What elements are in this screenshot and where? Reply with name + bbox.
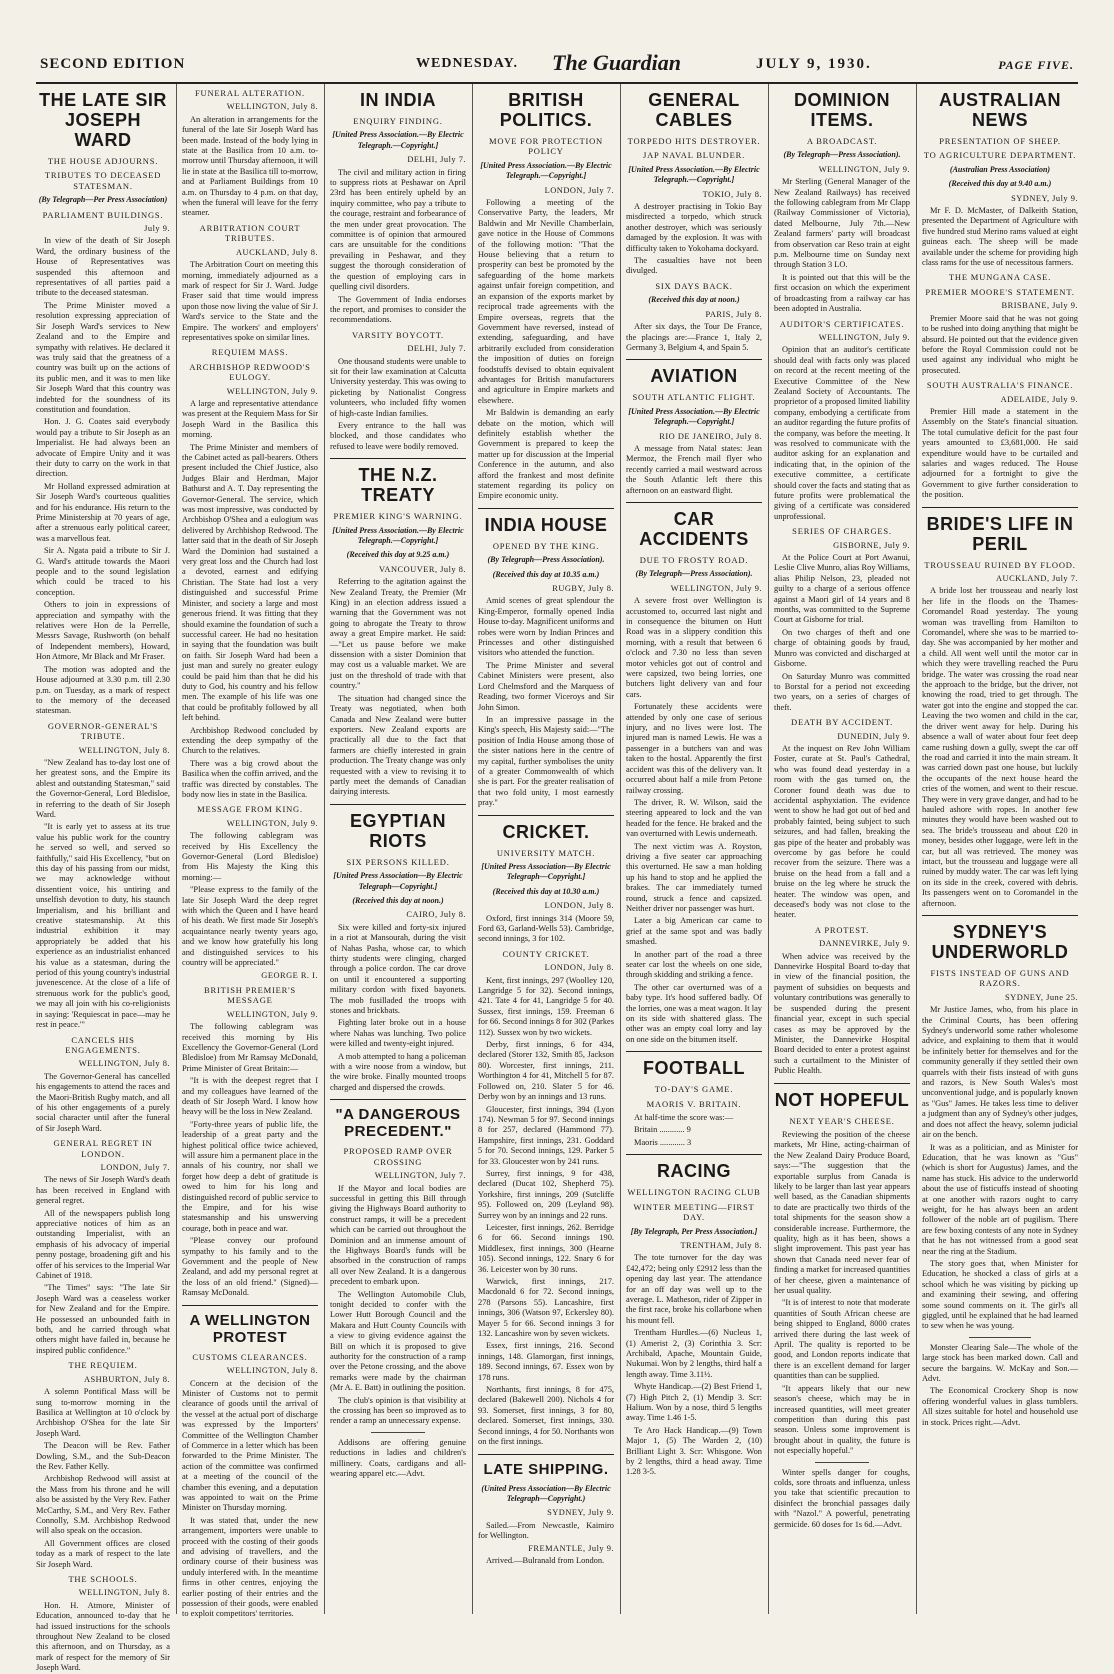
dateline: WELLINGTON, July 8. bbox=[226, 1366, 318, 1376]
paragraph: Archbishop Redwood concluded by extending the deep sympathy of the Church to the relatives. bbox=[182, 725, 318, 756]
divider bbox=[626, 1051, 762, 1052]
paragraph: Fighting later broke out in a house where Nahas was lunching. Two police were killed and twenty-eight injured. bbox=[330, 1018, 466, 1049]
score-line: Britain ............ 9 bbox=[634, 1125, 691, 1135]
paragraph: A severe frost over Wellington is accustomed to, occurred last night and in consequence the bitumen on Hutt Road was in a slippery condition this morning, with a result that between 6 o'clock and 7.30 no less than seven motor vehicles got out of control and were capsized, two being lorries, one butchers light delivery van and four cars. bbox=[626, 596, 762, 699]
divider bbox=[478, 815, 614, 816]
paragraph: The tote turnover for the day was £42,472; being only £2912 less than the opening day last year. The attendance for an off day was well up to the average. L. Matheson, rider of Zipper in the first race, broke his collarbone when his mount fell. bbox=[626, 1253, 762, 1325]
dateline: GISBORNE, July 9. bbox=[833, 540, 910, 550]
article-headline: RACING bbox=[657, 1161, 731, 1182]
paragraph: All Government offices are closed today as a mark of respect to the late Sir Joseph Ward. bbox=[36, 1538, 170, 1569]
paragraph: There was a big crowd about the Basilica when the coffin arrived, and the traffic was directed by constables. The body now lies in state in the Basilica. bbox=[182, 758, 318, 799]
paragraph: The driver, R. W. Wilson, said the steering appeared to lock and the van headed for the fence. He braked and the van overturned with Lewis underneath. bbox=[626, 797, 762, 839]
paragraph: The story goes that, when Minister for Education, he shocked a class of girls at a school which he was visiting by picking up and examining their sewing, and offering some sound comments on it. The girl's all giggled, until he explained that he had learned to sew when he was young. bbox=[922, 1258, 1078, 1331]
paragraph: On two charges of theft and one charge of obtaining goods by fraud, Munro was convicted and discharged at Gisborne. bbox=[774, 627, 910, 669]
divider bbox=[330, 804, 466, 805]
subheading: NEXT YEAR'S CHEESE. bbox=[789, 1115, 895, 1126]
dateline: PARIS, July 8. bbox=[705, 309, 762, 319]
article-headline: CRICKET. bbox=[502, 821, 590, 842]
article-headline: THE N.Z. TREATY bbox=[358, 465, 438, 506]
paragraph: The Arbitration Court on meeting this morning, immediately adjourned as a mark of respect for Sir J. Ward. Judge Fraser said that time would impress upon those now living the value of Sir J. Ward's service to the State and the Empire. The workers' and employers' representatives spoke on similar lines. bbox=[182, 260, 318, 342]
subheading: PROPOSED RAMP OVER CROSSING bbox=[343, 1146, 453, 1167]
dateline: VANCOUVER, July 8. bbox=[378, 564, 466, 574]
subheading: UNIVERSITY MATCH. bbox=[496, 847, 596, 858]
subheading: GOVERNOR-GENERAL'S TRIBUTE. bbox=[47, 720, 159, 742]
dateline: RIO DE JANEIRO, July 8. bbox=[659, 431, 762, 441]
divider bbox=[626, 359, 762, 360]
credit-line: [United Press Association.—By Electric Telegraph.—Copyright.] bbox=[480, 160, 612, 181]
paragraph: Mr Baldwin is demanding an early debate on the motion, which will definitely establish whether the Government is prepared to keep the matter up for discussion at the Imperial Conference in the autumn, and also afford the frankest and most definite statement regarding its policy on Empire economic unity. bbox=[478, 408, 614, 501]
paragraph: Premier Moore said that he was not going to be rushed into doing anything that might be absurd. He pointed out that the evidence given before the Royal Commission could not be used against any individual who might be prosecuted. bbox=[922, 313, 1078, 375]
paragraph: Kent, first innings, 297 (Woolley 120, Langridge 5 for 32). Second innings, 421. Tate 4 for 41, Langridge 5 for 40. Sussex, first innings, 159. Freeman 6 for 66. Second innings 8 for 302 (Parkes 112). Sussex won by two wickets. bbox=[478, 975, 614, 1037]
subheading: PRESENTATION OF SHEEP. bbox=[939, 136, 1061, 146]
paragraph: In an impressive passage in the King's speech, His Majesty said:—"The position of India House among those of the sister nations here in the centre of my capital, further symbolises the unity of a greater Commonwealth of which she is part. For the greater realisation of that two fold unity, I most earnestly pray." bbox=[478, 714, 614, 808]
score-line: Maoris ............ 3 bbox=[634, 1137, 692, 1147]
paragraph: One thousand students were unable to sit for their law examination at Calcutta University yesterday. This was owing to picketing by Nationalist Congress volunteers, who included fifty women of high-caste Indian families. bbox=[330, 356, 466, 418]
subheading: MESSAGE FROM KING. bbox=[197, 804, 303, 815]
subheading: THE REQUIEM. bbox=[68, 1360, 138, 1371]
paragraph: Six were killed and forty-six injured in a riot at Mansourah, during the visit of Nahas Pasha, whose car, to which thirty students were clinging, charged through a police cordon. The car drove on until it encountered a supporting military cordon with fixed bayonets. The mob fusilladed the troops with stones and brickbats. bbox=[330, 922, 466, 1016]
paragraph: The Wellington Automobile Club, tonight decided to confer with the Lower Hutt Borough Council and the Makara and Hutt County Councils with a view to giving evidence against the Bill on which it is proposed to give authority for the construction of a ramp over the Petone crossing, and the above remarks were made by the chairman (Mr A. E. Batt) in outlining the position. bbox=[330, 1289, 466, 1393]
paragraph: "New Zealand has to-day lost one of her greatest sons, and the Empire its ablest and outstanding Statesman," said the Governor-General, Lord Bledisloe, in referring to the death of Sir Joseph Ward. bbox=[36, 757, 170, 819]
paragraph: Leicester, first innings, 262. Berridge 6 for 66. Second innings 190. Middlesex, first innings, 300 (Hearne 105). Second innings, 122. Snary 6 for 36. Leicester won by 30 runs. bbox=[478, 1222, 614, 1274]
article-headline: AVIATION bbox=[650, 366, 738, 387]
subheading: TORPEDO HITS DESTROYER. bbox=[627, 136, 761, 146]
advertisement: Addisons are offering genuine reductions in ladies and children's millinery. Coats, cardigans and all-wearing apparel etc.—Advt. bbox=[330, 1437, 466, 1479]
paragraph: The situation had changed since the Treaty was negotiated, when both Canada and New Zealand were butter exporters. New Zealand exports are practically all due to the fact that farmers are chiefly interested in grain production. The Treaty change was only requested with a view to revising it to partly meet the demands of Canadian dairying interests. bbox=[330, 693, 466, 797]
subheading: THE SCHOOLS. bbox=[68, 1574, 138, 1584]
paragraph: The Prime Minister and members of the Cabinet acted as pall-bearers. Others present included the Chief Justice, also Judges Blair and Herdman, Major Bathurst and A. T. Day representing the Governor-General. The service, which was most impressive, was conducted by Archbishop O'Shea and a eulogium was delivered by Archbishop Redwood. The latter said that in the death of Sir Joseph Ward the Dominion had sustained a very great loss and the Church had lost a devoted, earnest and edifying Christian. The State had lost a very distinguished and successful Prime Minister, and society a large and most generous friend. It was fitting that they should examine the foundation of such a successful career. He had no hesitation in saying that the foundation was built on faith. Sir Joseph Ward had been a just man and surely no greater eulogy could be paid him than that he did his duty to God, his country and his fellow men. The example of his life was one that could be profitably followed by all left behind. bbox=[182, 442, 318, 723]
subheading: OPENED BY THE KING. bbox=[492, 540, 600, 551]
paragraph: Oxford, first innings 314 (Moore 59, Ford 63, Garland-Wells 53). Cambridge, second innings, 3 for 102. bbox=[478, 913, 614, 944]
subheading: VARSITY BOYCOTT. bbox=[352, 329, 444, 340]
dateline: SYDNEY, July 9. bbox=[1011, 193, 1078, 203]
paragraph: The other car overturned was of a baby type. It's hood suffered badly. Of the lorries, one was a meat wagon. It lay on its side with shattered glass. The other was an empty coal lorry and lay on one side on the bitumen itself. bbox=[626, 982, 762, 1044]
dateline: WELLINGTON, July 9. bbox=[670, 583, 762, 593]
advertisement: The Economical Crockery Shop is now offering wonderful values in glass tumblers. All sizes suitable for hotel and household use in stock. Prices right.—Advt. bbox=[922, 1386, 1078, 1427]
subheading: MAORIS V. BRITAIN. bbox=[646, 1098, 742, 1109]
paragraph: Hon. H. Atmore, Minister of Education, announced to-day that he had issued instructions for the schools throughout New Zealand to be closed this afternoon, and on Thursday, as a mark of respect for the memory of Sir Joseph Ward. bbox=[36, 1600, 170, 1673]
article-headline: IN INDIA bbox=[360, 90, 436, 110]
paragraph: On Saturday Munro was committed to Borstal for a period not exceeding two years, on a series of charges of theft. bbox=[774, 671, 910, 712]
subheading: REQUIEM MASS. bbox=[211, 347, 289, 358]
paragraph: If the Mayor and local bodies are successful in getting this Bill through giving the Highways Board authority to construct ramps, it will be a precedent which can be carried out throughout the Dominion and an immense amount of the Highways Board's funds will be absorbed in the construction of ramps all over New Zealand. It is a dangerous precedent to embark upon. bbox=[330, 1183, 466, 1287]
paragraph: Others to join in expressions of appreciation and sympathy with the relatives were Hon de la Perrelle, Messrs Savage, Rushworth (on behalf of Independent members), Howard, Hon Atmore, Mr Black and Mr Fraser. bbox=[36, 600, 170, 662]
paragraph: "Please express to the family of the late Sir Joseph Ward the deep regret with which the Queen and I have heard of his death. We first made Sir Joseph's acquaintance nearly twenty years ago, and we know how gratefully his long and distinguished services to his country will be appreciated." bbox=[182, 885, 318, 968]
divider bbox=[330, 1099, 466, 1100]
credit-line: [United Press Association.—By Electric Telegraph.—Copyright.] bbox=[628, 164, 760, 185]
paragraph: Mr Justice James, who, from his place in the Criminal Courts, has been offering Sydney's underworld some rather wholesome advice, and explaining to them that it would be infinitely better for themselves and for the community generally if they settled their own quarrels with their fists instead of with guns and razors, is New South Wales's most unconventional judge, and is popularly known as "Gus" James. He takes less time to deliver a judgment than any of Sydney's other judges, and does not affect the heavy, solemn judicial air on the bench. bbox=[922, 1005, 1078, 1140]
divider bbox=[969, 1337, 1031, 1338]
column-2 bbox=[182, 84, 318, 1619]
paragraph: The following cablegram was received this morning by His Excellency the Governor-General (Lord Bledisloe) from Mr Ramsay McDonald, Prime Minister of Great Britain:— bbox=[182, 1022, 318, 1073]
divider bbox=[371, 1432, 425, 1433]
article-headline: DOMINION ITEMS. bbox=[794, 90, 890, 130]
article-headline: NOT HOPEFUL bbox=[774, 1089, 910, 1110]
paragraph: Mr Holland expressed admiration at Sir Joseph Ward's courteous qualities and for his endurance. His return to the Prime Ministership at 70 years of age, after a strenuous early political career, was a marvellous feat. bbox=[36, 481, 170, 543]
paragraph: Archbishop Redwood will assist at the Mass from his throne and he will also be assisted by the Very Rev. Father McCarthy, S.M., and Very Rev. Father Connolly, S.M. Archbishop Redwood will also speak on the occasion. bbox=[36, 1474, 170, 1536]
paragraph: The news of Sir Joseph Ward's death has been received in England with general regret. bbox=[36, 1175, 170, 1206]
dateline: WELLINGTON, July 8. bbox=[78, 1588, 170, 1598]
paragraph: The casualties have not been divulged. bbox=[626, 256, 762, 276]
column-4 bbox=[478, 84, 614, 1614]
dateline: WELLINGTON, July 7. bbox=[374, 1171, 466, 1181]
column-rule bbox=[768, 84, 769, 1614]
divider bbox=[626, 502, 762, 503]
divider bbox=[815, 1462, 869, 1463]
paragraph: After six days, the Tour De France, the placings are:—France 1, Italy 2, Germany 3, Belgium 4, and Spain 5. bbox=[626, 322, 762, 352]
article-headline: "A DANGEROUS PRECEDENT." bbox=[335, 1106, 461, 1141]
column-3 bbox=[330, 84, 466, 1614]
paragraph: Sir A. Ngata paid a tribute to Sir J. G. Ward's attitude towards the Maori people and to the sound legislation which could be traced to his conception. bbox=[36, 546, 170, 597]
divider bbox=[330, 458, 466, 459]
dateline: SYDNEY, June 25. bbox=[1005, 992, 1078, 1002]
dateline: LONDON, July 7. bbox=[544, 185, 614, 195]
credit-line: (By Telegraph—Per Press Association) bbox=[38, 195, 168, 205]
column-6 bbox=[774, 84, 910, 1614]
subheading: DEATH BY ACCIDENT. bbox=[791, 717, 893, 728]
paragraph: The Governor-General has cancelled his engagements to attend the races and the Maori-British Rugby match, and all of his other engagements of a purely social character until after the funeral of Sir Joseph Ward. bbox=[36, 1071, 170, 1133]
paragraph: A solemn Pontifical Mass will be sung to-morrow morning in the Basilica at Wellington at 10 o'clock by Archbishop O'Shea for the late Sir Joseph Ward. bbox=[36, 1387, 170, 1438]
subheading: ARCHBISHOP REDWOOD'S EULOGY. bbox=[189, 361, 311, 383]
paragraph: Warwick, first innings, 217. Macdonald 6 for 72. Second innings, 278 (Parsons 55). Lancashire, first innings, 306 (Watson 97, Eckersley 80). Mayer 5 for 66. Second innings 3 for 132. Lancashire won by seven wickets. bbox=[478, 1277, 614, 1339]
paragraph: Concern at the decision of the Minister of Customs not to permit clearance of goods until the arrival of the vessel at the actual port of discharge was expressed by the Importers' Committee of the Wellington Chamber of Commerce in a letter which has been forwarded to the Prime Minister. The action of the committee was confirmed at a meeting of the council of the chamber this evening, and a deputation was appointed to wait on the Prime Minister on Thursday morning. bbox=[182, 1378, 318, 1513]
credit-line: [United Press Association.—By Electric Telegraph.—Copyright.] bbox=[332, 525, 464, 545]
column-1 bbox=[36, 84, 170, 1673]
column-5 bbox=[626, 84, 762, 1614]
paragraph: "It is early yet to assess at its true value his public work for the country he served so well, and served so faithfully," said His Excellency, "but on this day of his passing from our midst, we may acknowledge without dissentient voice, his untiring and unselfish devotion to duty, his staunch Imperialism, and his brilliant and creative statesmanship. At this industrial exhibition it may appropriately be added that his experience as an industrialist enhanced his value as a statesman, during the period of this young country's industrial juvenescence. At the close of a life of strenuous work for the public's good, we may all join with his co-religionists in saying: 'Requiescat in pace—may he rest in peace.'" bbox=[36, 822, 170, 1030]
subheading: WINTER MEETING—FIRST DAY. bbox=[633, 1201, 755, 1223]
subheading: PREMIER KING'S WARNING. bbox=[333, 511, 463, 522]
paragraph: Northants, first innings, 8 for 475, declared (Bakewell 200). Nichols 4 for 93. Somerset, first innings, 3 for 80, declared. Somerset, first innings, 330. Second innings, 4 for 50. Northants won on the first innings. bbox=[478, 1385, 614, 1447]
subheading: TRIBUTES TO DECEASED STATESMAN. bbox=[44, 170, 162, 191]
dateline: WELLINGTON, July 9. bbox=[226, 386, 318, 396]
paragraph: "It appears likely that our new season's cheese, which may be in increased quantities, will meet greater competition than during this past season. Unless some improvement is brought about in quality, the future is not especially hopeful." bbox=[774, 1383, 910, 1456]
subheading: SOUTH ATLANTIC FLIGHT. bbox=[632, 392, 756, 403]
article-headline: GENERAL CABLES bbox=[648, 90, 740, 130]
paragraph: Te Aro Hack Handicap.—(9) Town Major 1, (5) The Warden 2, (10) Brilliant Light 3. Scr: Whisgone. Won by 2 lengths, third a head away. Time 1.28 3-5. bbox=[626, 1425, 762, 1477]
divider bbox=[922, 507, 1078, 508]
paragraph: It is pointed out that this will be the first occasion on which the experiment of broadcasting from a railway car has been adopted in Australia. bbox=[774, 272, 910, 314]
dateline: ADELAIDE, July 9. bbox=[1000, 394, 1078, 404]
dateline: WELLINGTON, July 8. bbox=[78, 1059, 170, 1069]
paragraph: All of the newspapers publish long appreciative notices of him as an outstanding Imperialist, with an emphasis of his advocacy of imperial penny postage, broadening gift and his offer of his services to the Imperial War Cabinet of 1918. bbox=[36, 1208, 170, 1281]
paragraph: At the Police Court at Port Awanui, Leslie Clive Munro, alias Roy Williams, alias Philip Nelson, 23, pleaded not guilty to a charge of a serious offence against a Maori girl of 14 years and 8 months, was committed to the Supreme Court at Gisborne for trial. bbox=[774, 553, 910, 625]
paragraph: Hon. J. G. Coates said everybody would pay a tribute to Sir Joseph as an Imperialist. He had always been an advocate of Empire Unity and it was their duty to carry on the work in that direction. bbox=[36, 417, 170, 479]
edition-label: SECOND EDITION bbox=[40, 56, 186, 72]
signature: GEORGE R. I. bbox=[261, 970, 318, 980]
dateline: July 9. bbox=[144, 224, 170, 234]
score-line: At half-time the score was:— bbox=[634, 1113, 734, 1123]
dateline: FREMANTLE, July 9. bbox=[528, 1543, 614, 1553]
advertisement: Winter spells danger for coughs, colds, sore throats and influenza, unless you take that scientific precaution to disinfect the bronchial passages daily with "Nazol." A powerful, penetrating germicide. 60 doses for 1s 6d.—Advt. bbox=[774, 1467, 910, 1529]
date-label: JULY 9, 1930. bbox=[756, 56, 872, 72]
paragraph: A bride lost her trousseau and nearly lost her life in the floods on the Thames-Coromandel Road yesterday. The young woman was travelling from Hamilton to Coromandel, where she was to be married to-day. She was accompanied by her mother and a child. All went well until the motor car in which they were travelling reached the Puru bridge. The water was crossing the road near the approach to the bridge, but the driver, not knowing the road, tried to get through. The water got into the engine and stopped the car. Leaving the two women and child in the car, the driver went away for help. During his absence a wall of water about four feet deep came rushing down a gully, swept the car off the road and carried it into the main stream. It was carried down past one house, but luckily the occupants of the next house heard the cries of the women, and went to their rescue. They were in very grave danger, and had to be hauled ashore with ropes. In another few minutes they would have been washed out to sea. The bride's trousseau and about £20 in money, besides other luggage, were left in the car, but all was retrieved. The money was intact, but the trousseau and luggage were all ruined by muddy water. The car was left lying on its side in the creek, covered with debris. Its passengers went on to Coromandel in the afternoon. bbox=[922, 586, 1078, 908]
credit-line: (By Telegraph—Press Association). bbox=[487, 555, 605, 565]
paragraph: Opinion that an auditor's certificate should deal with facts only was placed on record at the recent meeting of the Executive Committee of the New Zealand Society of Accountants. The proprietor of a proposed limited liability company, embodying a certificate from an auditor regarding the future profits of the company, was before the meeting. It was resolved to communicate with the auditor asking for an explanation and indicating that, in the opinion of the executive committee, a certificate should cover the facts and stating that as future profits were problematical the giving of a certificate was considered unprofessional. bbox=[774, 345, 910, 521]
dateline: LONDON, July 7. bbox=[100, 1162, 170, 1172]
subheading: TO AGRICULTURE DEPARTMENT. bbox=[923, 150, 1077, 161]
paragraph: The Government of India endorses the report, and promises to consider the recommendations. bbox=[330, 294, 466, 325]
dateline: RUGBY, July 8. bbox=[552, 584, 614, 594]
paragraph: Reviewing the position of the cheese markets, Mr Hine, acting-chairman of the New Zealand Dairy Produce Board, says:—"The suggestion that the exportable surplus from Canada is likely to be larger than last year appears well based, as the Canadian shipments to date are practically two thirds of the total shipments for the season show a considerable increase. Furthermore, the quality, high as it has been, shows a slight improvement. This past year has shown that Canada need never fear of finding a market for increased quantities of her cheese, given a maintenance of her usual quality. bbox=[774, 1129, 910, 1296]
paragraph: A large and representative attendance was present at the Requiem Mass for Sir Joseph Ward in the Basilica this morning. bbox=[182, 398, 318, 440]
masthead bbox=[36, 52, 1078, 84]
paragraph: Every entrance to the hall was blocked, and those candidates who refused to leave were bodily removed. bbox=[330, 420, 466, 451]
paragraph: The next victim was A. Royston, driving a five seater car approaching this overturned. He saw a man holding up his hand to stop and he applied the brakes. The car immediately turned round, struck a fence and capsized. Neither driver nor passenger was hurt. bbox=[626, 841, 762, 913]
subheading: FUNERAL ALTERATION. bbox=[195, 88, 305, 98]
subheading: TROUSSEAU RUINED BY FLOOD. bbox=[924, 559, 1076, 570]
paragraph: The club's opinion is that visibility at the crossing has been so improved as to render a ramp an unnecessary expense. bbox=[330, 1395, 466, 1426]
dateline: AUCKLAND, July 7. bbox=[995, 574, 1078, 583]
subheading: BRITISH PREMIER'S MESSAGE bbox=[204, 984, 296, 1006]
credit-line: [By Telegraph, Per Press Association.] bbox=[630, 1226, 758, 1236]
subheading: THE MUNGANA CASE. bbox=[948, 272, 1052, 283]
paragraph: In view of the death of Sir Joseph Ward, the ordinary business of the House of Representatives was suspended this afternoon and representatives of all parties paid a tribute to the deceased statesman. bbox=[36, 236, 170, 298]
paragraph: Fortunately these accidents were attended by only one case of serious injury, and no lives were lost. The injured man is named Lewis. He was a passenger in a butchers van and was taken to the hostal. Apparently the first accident was this of the delivery van. It occurred about half a mile from Petone railway crossing. bbox=[626, 702, 762, 795]
divider bbox=[182, 1305, 318, 1306]
divider bbox=[478, 508, 614, 509]
paragraph: The following cablegram was received by His Excellency the Governor-General (Lord Bledisloe) from His Majesty the King this morning:— bbox=[182, 831, 318, 882]
article-headline: LATE SHIPPING. bbox=[483, 1460, 609, 1478]
article-headline: SYDNEY'S UNDERWORLD bbox=[931, 922, 1069, 962]
article-headline: THE LATE SIR JOSEPH WARD bbox=[39, 90, 167, 150]
paragraph: A message from Natal states: Jean Mermoz, the French mail flyer who recently carried a mail westward across the South Atlantic left there this afternoon on an eastward flight. bbox=[626, 443, 762, 495]
column-rule bbox=[472, 84, 473, 1614]
subheading: ARBITRATION COURT TRIBUTES. bbox=[199, 222, 301, 244]
credit-line: (By Telegraph—Press Association). bbox=[635, 569, 753, 579]
received-line: (Received this day at 10.35 a.m.) bbox=[492, 569, 600, 579]
paragraph: Gloucester, first innings, 394 (Lyon 174). Newman 5 for 97. Second innings 8 for 257, declared (Hammond 77). Hampshire, first innings, 231. Goddard 5 for 70. Second innings, 129. Parker 5 for 33. Gloucester won by 241 runs. bbox=[478, 1104, 614, 1166]
subheading: ENQUIRY FINDING. bbox=[353, 116, 443, 126]
article-headline: BRITISH POLITICS. bbox=[499, 90, 593, 130]
paragraph: The motion was adopted and the House adjourned at 3.30 p.m. till 2.30 p.m. on Tuesday, as a mark of respect to the memory of the deceased statesman. bbox=[36, 664, 170, 716]
column-7 bbox=[922, 84, 1078, 1614]
article-headline: A WELLINGTON PROTEST bbox=[189, 1311, 311, 1346]
credit-line: [United Press Association—By Electric Telegraph—Copyright.] bbox=[333, 871, 463, 891]
paragraph: Sailed.—From Newcastle, Kaimiro for Wellington. bbox=[478, 1520, 614, 1541]
dateline: SYDNEY, July 9. bbox=[547, 1508, 614, 1518]
subheading: SIX DAYS BACK. bbox=[655, 280, 733, 291]
dateline: TOKIO, July 8. bbox=[702, 189, 762, 199]
paragraph: Later a big American car came to grief at the same spot and was badly smashed. bbox=[626, 916, 762, 947]
subheading: THE HOUSE ADJOURNS. bbox=[47, 156, 159, 166]
divider bbox=[922, 915, 1078, 916]
subheading: COUNTY CRICKET. bbox=[502, 948, 590, 959]
column-rule bbox=[916, 84, 917, 1614]
subheading: JAP NAVAL BLUNDER. bbox=[642, 150, 745, 161]
divider bbox=[774, 1083, 910, 1084]
paragraph: When advice was received by the Dannevirke Hospital Board to-day that in view of the financial position, the payment of subsidies on bequests and voluntary contributions was generally to be suspended during the present financial year, except in such special cases as may be approved by the Minister, the Dannevirke Hospital Board decided to enter a protest against such a curtailment to the Minister of Public Health. bbox=[774, 951, 910, 1076]
paragraph: Trentham Hurdles.—(6) Nucleus 1, (1) Amerist 2, (3) Corinthia 3. Scr: Archibald, Apache, Mountain Guide, Nukumai. Won by 2 lengths, third half a length away. Time 3.11½. bbox=[626, 1328, 762, 1379]
column-rule bbox=[620, 84, 621, 1614]
paragraph: Essex, first innings, 216. Second innings, 148. Glamorgan, first innings, 189. Second innings, 67. Essex won by 178 runs. bbox=[478, 1341, 614, 1382]
dateline: WELLINGTON, July 8. bbox=[226, 102, 318, 112]
received-line: (Received this day at 9.40 a.m.) bbox=[948, 179, 1052, 189]
column-rule bbox=[324, 84, 325, 1614]
dateline: DANNEVIRKE, July 9. bbox=[819, 939, 910, 949]
paragraph: Derby, first innings, 6 for 434, declared (Storer 132, Smith 85, Jackson 80). Worcester, first innings, 211. Worthington 4 for 41, Mitchell 5 for 87. Followed on, 210. Slater 5 for 46. Derby won by an innings and 13 runs. bbox=[478, 1040, 614, 1102]
paragraph: A destroyer practising in Tokio Bay misdirected a torpedo, which struck another destroyer, which was seriously damaged by the explosion. It was with difficulty taken to Yokohama dockyard. bbox=[626, 202, 762, 253]
subheading: SOUTH AUSTRALIA'S FINANCE. bbox=[926, 380, 1074, 391]
divider bbox=[626, 1154, 762, 1155]
dateline: WELLINGTON, July 9. bbox=[818, 332, 910, 342]
paragraph: Amid scenes of great splendour the King-Emperor, formally opened India House to-day. Magnificent uniforms and robes were worn by Indian Princes and Princesses and other distinguished visitors who attended the function. bbox=[478, 596, 614, 658]
paragraph: Referring to the agitation against the New Zealand Treaty, the Premier (Mr King) in an election address issued a warning that the Government was not going to abrogate the Treaty to throw away a great Empire market. He said:—"Let us pause before we make dissension with a sister Dominion that may cost us a valuable market. We are just on the threshold of trade with that country." bbox=[330, 577, 466, 691]
dateline: WELLINGTON, July 9. bbox=[818, 164, 910, 174]
paragraph: The Deacon will be Rev. Father Dowling, S.M., and the Sub-Deacon the Rev. Father Kelly. bbox=[36, 1441, 170, 1471]
paragraph: Whyte Handicap.—(2) Best Friend 1, (7) High Pitch 2, (1) Mendip 3. Scr: Halium. Won by a nose, third 5 lengths away. Time 1.46 1-5. bbox=[626, 1382, 762, 1423]
credit-line: [United Press Association.—By Electric Telegraph.—Copyright.] bbox=[332, 130, 464, 150]
credit-line: (Australian Press Association) bbox=[949, 164, 1051, 174]
paragraph: Premier Hill made a statement in the Assembly on the State's financial situation. The total cumulative deficit for the past four years amounted to £3,681,000. He said expenditure would have to be curtailed and salaries and wages reduced. The House adjourned for a fortnight to give the Government to give further consideration to the position. bbox=[922, 406, 1078, 500]
dateline: AUCKLAND, July 8. bbox=[235, 247, 318, 257]
paragraph: Surrey, first innings, 9 for 438, declared (Ducat 102, Shepherd 75). Yorkshire, first innings, 209 (Sutcliffe 95). Followed on, 209 (Leyland 98). Surrey won by an innings and 22 runs. bbox=[478, 1168, 614, 1220]
received-line: (Received this day at 10.30 a.m.) bbox=[492, 886, 600, 896]
subheading: DUE TO FROSTY ROAD. bbox=[639, 554, 749, 565]
divider bbox=[478, 1454, 614, 1455]
paragraph: Following a meeting of the Conservative Party, the leaders, Mr Baldwin and Mr Neville Chamberlain, gave notice in the House of Commons of the following motion: "That the House believing that a return to prosperity can best be promoted by the safeguarding of the home markets against unfair foreign competition, and an expansion of the exports market by reciprocal trade agreements with the Empire overseas, regrets that the Government have reversed, instead of extending, safeguarding, and have arbitrarily excluded from consideration the imposition of duties on foreign foodstuffs devised to obtain equivalent advantages for British manufacturers and agriculture in Empire markets and elsewhere. bbox=[478, 198, 614, 405]
received-line: (Received this day at noon.) bbox=[648, 295, 740, 305]
subheading: AUDITOR'S CERTIFICATES. bbox=[779, 318, 905, 329]
dateline: WELLINGTON, July 9. bbox=[226, 818, 318, 828]
credit-line: (United Press Association—By Electric Telegraph—Copyright.) bbox=[481, 1483, 611, 1503]
paragraph: "Forty-three years of public life, the leadership of a great party and the highest political office twice achieved, will assure him a permanent place in the annals of his country, nor shall we forget how deep a debt of gratitude is owed to him for his long and distinguished record of public service to the Empire, and for his wise statesmanship and his unswerving courage, both in peace and war. bbox=[182, 1119, 318, 1233]
dateline: WELLINGTON, July 9. bbox=[226, 1009, 318, 1019]
subheading: TO-DAY'S GAME. bbox=[654, 1084, 734, 1095]
credit-line: (By Telegraph—Press Association). bbox=[783, 150, 901, 160]
paragraph: A mob attempted to hang a policeman with a wire noose from a window, but the wire broke. Finally mounted troops charged and dispersed the crowds. bbox=[330, 1051, 466, 1092]
paragraph: The civil and military action in firing to suppress riots at Peshawar on April 23rd has been entirely upheld by an inquiry committee, who pay a tribute to the courage, restraint and forbearance of the men under great provocation. The committee is of opinion that armoured cars are unsuitable for the conditions prevailing in Peshawar, and they suggest the thorough consideration of the question of employing cars in quelling civil disorders. bbox=[330, 167, 466, 292]
paragraph: Arrived.—Bulranald from London. bbox=[486, 1555, 605, 1565]
subheading: A BROADCAST. bbox=[806, 136, 878, 146]
newspaper-title: The Guardian bbox=[552, 50, 681, 75]
dateline: LONDON, July 8. bbox=[544, 901, 614, 911]
subheading: GENERAL REGRET IN LONDON. bbox=[53, 1138, 153, 1159]
subheading: SIX PERSONS KILLED. bbox=[346, 856, 450, 867]
dateline: ASHBURTON, July 8. bbox=[83, 1374, 170, 1384]
dateline: WELLINGTON, July 8. bbox=[78, 745, 170, 755]
subheading: PREMIER MOORE'S STATEMENT. bbox=[925, 286, 1075, 297]
subheading: FISTS INSTEAD OF GUNS AND RAZORS. bbox=[930, 968, 1070, 989]
credit-line: [United Press Association—By Electric Telegraph—Copyright.] bbox=[481, 861, 611, 882]
dateline: DELHI, July 7. bbox=[407, 155, 466, 165]
article-headline: FOOTBALL bbox=[643, 1058, 745, 1079]
article-headline: BRIDE'S LIFE IN PERIL bbox=[926, 513, 1074, 554]
paragraph: The Prime Minister and several Cabinet Ministers were present, also Lord Chelmsford and the Marquess of Reading, two former Viceroys and Sir John Simon. bbox=[478, 660, 614, 712]
subheading: MOVE FOR PROTECTION POLICY bbox=[489, 136, 603, 157]
paragraph: "It is with the deepest regret that I and my colleagues have learned of the death of Sir Joseph Ward. I know how heavy will be the loss in New Zealand. bbox=[182, 1076, 318, 1117]
paragraph: Mr Sterling (General Manager of the New Zealand Railways) has received the following cablegram from Mr Clapp (Railway Commissioner of Victoria), dated Melbourne, July 7th.—New Zealand farmers' party will broadcast from observation car Reso train at eight p.m. Melbourne time on Sunday next through Station 3 LO. bbox=[774, 177, 910, 270]
dateline: LONDON, July 8. bbox=[544, 963, 614, 973]
dateline: DUNEDIN, July 9. bbox=[837, 731, 910, 741]
dateline: CAIRO, July 8. bbox=[406, 910, 466, 920]
received-line: (Received this day at 9.25 a.m.) bbox=[346, 550, 450, 560]
paragraph: An alteration in arrangements for the funeral of the late Sir Joseph Ward has been made. Instead of the body lying in state at the Basilica from 10 a.m. to-morrow until Thursday afternoon, it will lie in state at the Basilica till to-morrow, and at Parliament Buildings from 10 a.m. on Thursday to 4 p.m. on that day, when the funeral will leave for the ferry steamer. bbox=[182, 114, 318, 218]
received-line: (Received this day at noon.) bbox=[352, 895, 444, 905]
paragraph: Mr F. D. McMaster, of Dalkeith Station, presented the Department of Agriculture with five hundred stud Merino rams valued at eight guineas each. The sheep will be made available under the scheme for providing high class rams for the use of necessitous farmers. bbox=[922, 206, 1078, 268]
paragraph: It was stated that, under the new arrangement, importers were unable to proceed with the costing of their goods and advising of travellers, and the ordinary course of their business was unduly interfered with. In the meantime firms in other centres, enjoying the earlier posting of their entries and the possession of their goods, were enabled to exploit competitors' territories. bbox=[182, 1515, 318, 1619]
subheading: PARLIAMENT BUILDINGS. bbox=[42, 209, 164, 220]
column-rule bbox=[176, 84, 177, 1614]
article-headline: CAR ACCIDENTS bbox=[639, 508, 749, 549]
subheading: A PROTEST. bbox=[814, 924, 870, 935]
paragraph: In another part of the road a three seater car lost the wheels on one side, through skidding and striking a fence. bbox=[626, 949, 762, 980]
advertisement: Monster Clearing Sale—The whole of the large stock has been marked down. Call and secure the bargains. W. McKay and Son.—Advt. bbox=[922, 1342, 1078, 1384]
article-headline: INDIA HOUSE bbox=[484, 514, 608, 535]
paragraph: At the inquest on Rev John William Foster, curate at St. Paul's Cathedral, who was found dead yesterday in a room with the gas turned on, the Coroner found death was due to accidental asphyxiation. The evidence went to show he had got out of bed and probably fainted, being subject to such seizures, and had fallen, breaking the gas pipe of the heater and probably was overcome by gas before he could recover from the seizure. There was a bruise on the head from a fall and a bruise on the leg where he struck the heater. The window was open, and deceased's body was not close to the heater. bbox=[774, 743, 910, 920]
subheading: CANCELS HIS ENGAGEMENTS. bbox=[65, 1034, 141, 1055]
day-label: WEDNESDAY. bbox=[416, 56, 518, 71]
page-number: PAGE FIVE. bbox=[998, 58, 1074, 72]
paragraph: The Prime Minister moved a resolution expressing appreciation of Sir Joseph Ward's services to New Zealand and to the Empire and sympathy with relatives. He declared it was truly said that the greatness of a country was built up on the actions of its public men, and it was to men like Sir Joseph Ward that this country was indebted for the soundness of its constitution and foundation. bbox=[36, 300, 170, 414]
subheading: SERIES OF CHARGES. bbox=[792, 526, 892, 537]
credit-line: [United Press Association.—By Electric Telegraph.—Copyright.] bbox=[628, 406, 760, 427]
subheading: CUSTOMS CLEARANCES. bbox=[192, 1351, 308, 1362]
article-headline: EGYPTIAN RIOTS bbox=[349, 810, 446, 851]
subheading: WELLINGTON RACING CLUB bbox=[627, 1187, 761, 1198]
dateline: BRISBANE, July 9. bbox=[1001, 301, 1078, 311]
paragraph: "It is of interest to note that moderate quantities of South African cheese are being shipped to England, 8000 crates arrived there during the last week of April. The quality is reported to be good, and London reports indicate that there is an excellent demand for larger quantities than can be supplied. bbox=[774, 1298, 910, 1381]
paragraph: "The Times" says: "The late Sir Joseph Ward was a ceaseless worker for New Zealand and for the Empire. He possessed an unbounded faith in both, and he carried through what others might have failed in, because he inspired public confidence." bbox=[36, 1283, 170, 1355]
paragraph: It was as a politician, and as Minister for Education, that he was known as "Gus" (which is short for Augustus) James, and the name has stuck. His advice to the underworld about the use of fisticuffs instead of shooting at one another with razors ought to carry weight, for he has always been an ardent follower of the noble art of pugilism. There are few boxing contests of any note in Sydney that he has not witnessed from a good seat near the ring at the Stadium. bbox=[922, 1142, 1078, 1256]
dateline: DELHI, July 7. bbox=[407, 344, 466, 354]
article-headline: AUSTRALIAN NEWS bbox=[939, 90, 1061, 130]
paragraph: "Please convey our profound sympathy to his family and to the Government and the people of New Zealand, and add my personal regret at the loss of an old friend." (Signed)—Ramsay McDonald. bbox=[182, 1236, 318, 1298]
dateline: TRENTHAM, July 8. bbox=[680, 1240, 762, 1250]
